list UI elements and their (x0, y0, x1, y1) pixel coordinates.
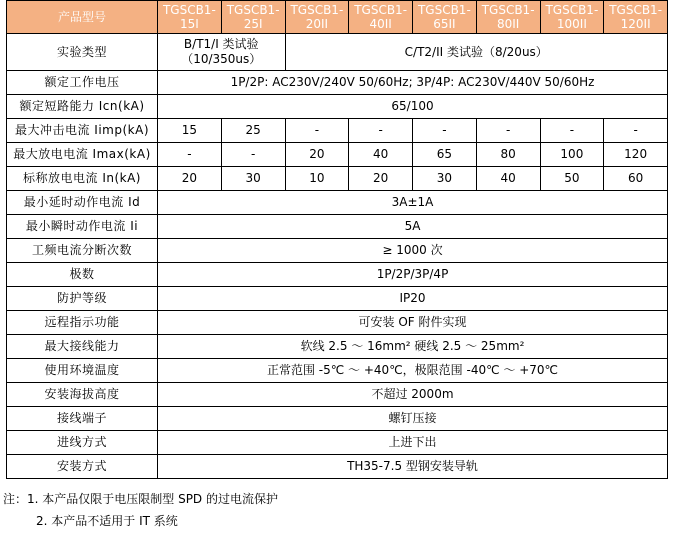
row-label: 最小瞬时动作电流 Ii (7, 215, 158, 239)
row-label: 进线方式 (7, 431, 158, 455)
value-cell: IP20 (158, 287, 668, 311)
row-label: 标称放电电流 In(kA) (7, 167, 158, 191)
value-cell: C/T2/II 类试验（8/20us） (285, 34, 668, 71)
model-column-header-5: TGSCB1-65II (413, 1, 477, 34)
model-column-header-7: TGSCB1-100II (540, 1, 604, 34)
row-label: 实验类型 (7, 34, 158, 71)
row-label: 防护等级 (7, 287, 158, 311)
value-cell: 15 (158, 119, 222, 143)
row-label: 最小延时动作电流 Id (7, 191, 158, 215)
table-row (7, 167, 668, 191)
table-row (7, 119, 668, 143)
model-column-header-2: TGSCB1-25I (221, 1, 285, 34)
table-row (7, 431, 668, 455)
row-label: 接线端子 (7, 407, 158, 431)
table-row (7, 71, 668, 95)
model-column-header-1: TGSCB1-15I (158, 1, 222, 34)
value-cell: - (221, 143, 285, 167)
value-cell: - (285, 119, 349, 143)
value-cell: 1P/2P: AC230V/240V 50/60Hz; 3P/4P: AC230V/440V 50/60Hz (158, 71, 668, 95)
value-cell: 80 (476, 143, 540, 167)
value-cell: 30 (221, 167, 285, 191)
table-row (7, 359, 668, 383)
value-cell: 5A (158, 215, 668, 239)
value-cell: 3A±1A (158, 191, 668, 215)
table-row (7, 287, 668, 311)
note-line-2: 2. 本产品不适用于 IT 系统 (36, 514, 178, 528)
value-cell: 20 (158, 167, 222, 191)
value-cell: 50 (540, 167, 604, 191)
value-cell: 65 (413, 143, 477, 167)
value-cell: 软线 2.5 ～ 16mm² 硬线 2.5 ～ 25mm² (158, 335, 668, 359)
value-cell: - (413, 119, 477, 143)
value-cell: TH35-7.5 型钢安装导轨 (158, 455, 668, 479)
value-cell: - (476, 119, 540, 143)
table-row (7, 34, 668, 71)
row-label: 安装方式 (7, 455, 158, 479)
model-column-header-6: TGSCB1-80II (476, 1, 540, 34)
row-label: 使用环境温度 (7, 359, 158, 383)
table-row (7, 263, 668, 287)
table-row (7, 311, 668, 335)
table-row (7, 215, 668, 239)
value-cell: - (158, 143, 222, 167)
value-cell: - (604, 119, 668, 143)
row-label: 最大接线能力 (7, 335, 158, 359)
value-cell: 40 (349, 143, 413, 167)
model-column-header-4: TGSCB1-40II (349, 1, 413, 34)
table-row (7, 239, 668, 263)
value-cell: 60 (604, 167, 668, 191)
value-cell: 1P/2P/3P/4P (158, 263, 668, 287)
table-row (7, 407, 668, 431)
table-row (7, 335, 668, 359)
row-label: 最大冲击电流 Iimp(kA) (7, 119, 158, 143)
table-row (7, 383, 668, 407)
value-cell: 20 (349, 167, 413, 191)
value-cell: - (540, 119, 604, 143)
value-cell: 正常范围 -5℃ ～ +40℃，极限范围 -40℃ ～ +70℃ (158, 359, 668, 383)
footnotes (3, 488, 673, 532)
value-cell: 25 (221, 119, 285, 143)
model-column-header-8: TGSCB1-120II (604, 1, 668, 34)
value-cell: 20 (285, 143, 349, 167)
value-cell: 65/100 (158, 95, 668, 119)
value-cell: 100 (540, 143, 604, 167)
table-row (7, 191, 668, 215)
product-spec-table (6, 0, 668, 479)
header-row (7, 1, 668, 34)
value-cell: - (349, 119, 413, 143)
row-label: 安装海拔高度 (7, 383, 158, 407)
row-label: 工频电流分断次数 (7, 239, 158, 263)
row-label: 最大放电电流 Imax(kA) (7, 143, 158, 167)
row-label: 额定工作电压 (7, 71, 158, 95)
value-cell: 上进下出 (158, 431, 668, 455)
value-cell: 可安装 OF 附件实现 (158, 311, 668, 335)
value-cell: 40 (476, 167, 540, 191)
spec-table-body (7, 1, 668, 479)
table-row (7, 95, 668, 119)
product-model-header: 产品型号 (7, 1, 158, 34)
table-row (7, 143, 668, 167)
table-row (7, 455, 668, 479)
value-cell: ≥ 1000 次 (158, 239, 668, 263)
value-cell: 120 (604, 143, 668, 167)
value-cell: B/T1/I 类试验（10/350us） (158, 34, 286, 71)
note-line-1: 注：1. 本产品仅限于电压限制型 SPD 的过电流保护 (3, 492, 278, 506)
value-cell: 30 (413, 167, 477, 191)
row-label: 额定短路能力 Icn(kA) (7, 95, 158, 119)
value-cell: 10 (285, 167, 349, 191)
row-label: 远程指示功能 (7, 311, 158, 335)
row-label: 极数 (7, 263, 158, 287)
value-cell: 螺钉压接 (158, 407, 668, 431)
value-cell: 不超过 2000m (158, 383, 668, 407)
model-column-header-3: TGSCB1-20II (285, 1, 349, 34)
